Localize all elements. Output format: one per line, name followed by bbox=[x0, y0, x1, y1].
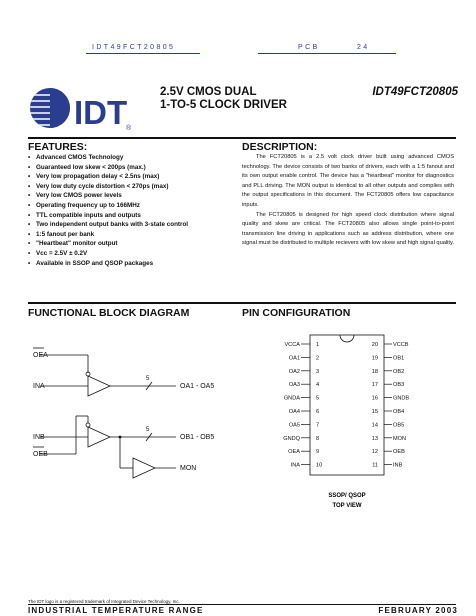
oe-a-label: OEA bbox=[33, 352, 48, 359]
document-date: FEBRUARY 2003 bbox=[378, 606, 458, 615]
section-divider bbox=[28, 302, 456, 304]
features-list bbox=[28, 153, 228, 268]
top-bar-page: 24 bbox=[357, 44, 370, 51]
pin-name: OA5 bbox=[288, 422, 300, 429]
top-bar-pcb: PCB bbox=[298, 44, 320, 51]
pin-number: 10 bbox=[316, 462, 323, 469]
pin-name: OB5 bbox=[393, 422, 405, 429]
bus-b-count: 5 bbox=[146, 427, 150, 433]
pin-name: INB bbox=[393, 462, 403, 469]
pin-number: 4 bbox=[316, 382, 320, 389]
feature-item: • 1:5 fanout per bank bbox=[28, 230, 228, 240]
description-paragraph-2: The FCT20805 is designed for high speed clock distribution where signal quality and skew are critical. The FCT20805 also allows single point-to-point transmission line driving in applications such as address distribution, where one signal must be distributed to multiple recievers with low skew and high signal quality. bbox=[242, 211, 455, 247]
feature-item: • Two independent output banks with 3-state control bbox=[28, 220, 228, 230]
registered-mark: ® bbox=[126, 125, 132, 132]
features-heading: FEATURES: bbox=[28, 141, 88, 153]
document-title bbox=[160, 86, 287, 112]
pin-number: 16 bbox=[371, 395, 378, 402]
pin-name: OA1 bbox=[288, 355, 300, 362]
pin-number: 1 bbox=[316, 342, 320, 348]
top-bar-part: IDT49FCT20805 bbox=[92, 44, 176, 51]
in-a-label: INA bbox=[33, 383, 45, 390]
junction-dot bbox=[119, 436, 122, 439]
description-body bbox=[242, 153, 454, 249]
idt-logo bbox=[28, 84, 138, 132]
pin-name: GNDB bbox=[393, 395, 410, 402]
feature-item: • TTL compatible inputs and outputs bbox=[28, 211, 228, 221]
feature-item: • Advanced CMOS Technology bbox=[28, 153, 228, 163]
pin-name: OA2 bbox=[288, 368, 300, 375]
part-number: IDT49FCT20805 bbox=[372, 86, 458, 98]
pin-name: OA3 bbox=[288, 382, 300, 389]
pin-number: 13 bbox=[371, 435, 378, 442]
pin-number: 5 bbox=[316, 395, 320, 402]
feature-item: • Very low propagation delay < 2.5ns (max) bbox=[28, 172, 228, 182]
pin-name: OB1 bbox=[393, 355, 405, 362]
pin-name: VCCB bbox=[393, 342, 409, 348]
functional-block-diagram bbox=[28, 330, 238, 490]
pin-number: 3 bbox=[316, 368, 320, 375]
pin-name: VCCA bbox=[284, 342, 300, 348]
pin-number: 17 bbox=[371, 382, 378, 389]
out-b-label: OB1 - OB5 bbox=[180, 434, 215, 441]
feature-item: • Vcc = 2.5V ± 0.2V bbox=[28, 249, 228, 259]
package-label: SSOP/ QSOP bbox=[328, 493, 366, 499]
pin-number: 12 bbox=[371, 449, 378, 456]
pin-name: OEB bbox=[393, 449, 405, 456]
top-bar-rule-right bbox=[258, 53, 396, 54]
description-paragraph-1: The FCT20805 is a 2.5 volt clock driver built using advanced CMOS technology. The device consists of two banks of drivers, each with a 1:5 fanout and its own output enable control. The device has a "heartbeat" monitor for diagnostics and PLL driving. The MON output is identical to all other outputs and complies with the output specifications in this document. The FCT20805 offers low capacitance inputs. bbox=[242, 154, 454, 208]
pin-name: GNDA bbox=[283, 395, 300, 402]
pin-name: OA4 bbox=[288, 409, 300, 415]
pin-number: 7 bbox=[316, 422, 320, 429]
pin-name: GNDQ bbox=[283, 435, 300, 442]
pin-number: 18 bbox=[371, 368, 378, 375]
package-view-label: TOP VIEW bbox=[332, 503, 362, 509]
header-divider bbox=[28, 137, 456, 139]
bus-a-count: 5 bbox=[146, 376, 150, 382]
pin-number: 14 bbox=[371, 422, 378, 429]
oe-b-label: OEB bbox=[33, 451, 48, 458]
top-header-bar bbox=[0, 44, 476, 56]
feature-item: • Guaranteed low skew < 200ps (max.) bbox=[28, 163, 228, 173]
footer-divider bbox=[28, 604, 456, 605]
pin-name: OB2 bbox=[393, 368, 405, 375]
description-heading: DESCRIPTION: bbox=[242, 141, 318, 153]
pin-configuration-diagram bbox=[242, 330, 456, 530]
top-bar-rule-left bbox=[86, 53, 200, 54]
logo-text: IDT bbox=[74, 94, 128, 131]
pin-name: OB4 bbox=[393, 409, 405, 415]
trademark-note: The IDT logo is a registered trademark of Integrated Device Technology, Inc. bbox=[28, 599, 180, 604]
temperature-range: INDUSTRIAL TEMPERATURE RANGE bbox=[28, 606, 204, 615]
pin-number: 6 bbox=[316, 409, 320, 415]
out-a-label: OA1 - OA5 bbox=[180, 383, 215, 390]
pin-number: 15 bbox=[371, 409, 378, 415]
pin-config-heading: PIN CONFIGURATION bbox=[242, 307, 351, 319]
feature-item: • Very low duty cycle distortion < 270ps (max) bbox=[28, 182, 228, 192]
title-line-2: 1-TO-5 CLOCK DRIVER bbox=[160, 99, 287, 111]
pin-name: OEA bbox=[288, 449, 300, 456]
title-line-1: 2.5V CMOS DUAL bbox=[160, 86, 257, 98]
pin-name: MON bbox=[393, 435, 407, 442]
mon-label: MON bbox=[180, 465, 197, 472]
pin-number: 2 bbox=[316, 355, 320, 362]
pin-name: OB3 bbox=[393, 382, 405, 389]
feature-item: • Available in SSOP and QSOP packages bbox=[28, 259, 228, 269]
feature-item: • Very low CMOS power levels bbox=[28, 191, 228, 201]
globe-icon bbox=[28, 88, 72, 128]
feature-item: • Operating frequency up to 166MHz bbox=[28, 201, 228, 211]
pin-number: 19 bbox=[371, 355, 378, 362]
pin-number: 9 bbox=[316, 449, 320, 456]
feature-item: • "Heartbeat" monitor output bbox=[28, 239, 228, 249]
pin-number: 20 bbox=[371, 342, 378, 348]
pin-number: 11 bbox=[372, 462, 378, 469]
ic-notch bbox=[340, 335, 354, 342]
pin-number: 8 bbox=[316, 435, 320, 442]
in-b-label: INB bbox=[33, 434, 45, 441]
block-diagram-heading: FUNCTIONAL BLOCK DIAGRAM bbox=[28, 307, 190, 319]
pin-name: INA bbox=[290, 462, 300, 469]
